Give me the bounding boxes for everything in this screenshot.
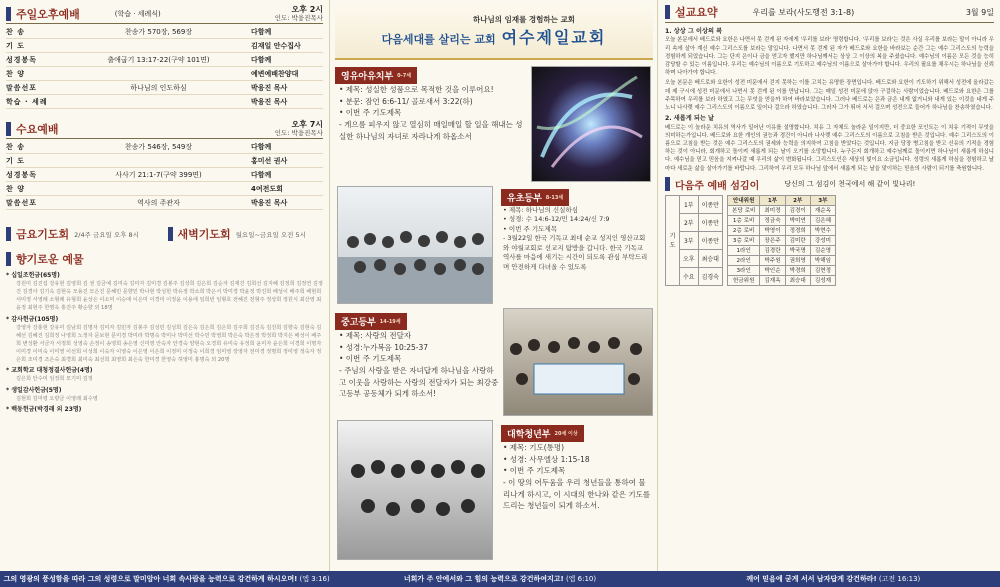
- offering-category: * 십일조헌금(65명): [6, 272, 60, 279]
- order-item-content: 사사기 21:1-7(구약 399면): [115, 170, 202, 179]
- usher-cell: 3라인: [727, 265, 759, 275]
- order-item-content: 찬송가 546장, 549장: [124, 142, 193, 151]
- prayer-roster-table: [665, 195, 723, 286]
- usher-cell: 김미란: [785, 235, 810, 245]
- infant-photo: [531, 66, 651, 182]
- order-item-label: 성경봉독: [6, 55, 38, 64]
- usher-cell: 김은혜: [810, 215, 835, 225]
- order-row: [6, 168, 323, 182]
- church-name: 여수제일교회: [501, 28, 607, 47]
- verse-ref: (엡 3:16): [299, 575, 330, 583]
- college-dept-title-tag: [501, 425, 584, 442]
- dept-list-item: • 성경: 수 14:6-12/민 14:24/신 7:9: [503, 215, 610, 224]
- dept-list-item: - 게으름 피우지 않고 열심히 매일매일 할 일을 해내는 성실한 하나님의 자녀로 자라나게 하옵소서: [339, 119, 523, 141]
- usher-cell: 김재옥: [760, 275, 785, 285]
- offering-list: [6, 271, 323, 414]
- order-item-person: 박융진 목사: [251, 198, 288, 207]
- dawn-prayer-title: 새벽기도회: [177, 228, 231, 241]
- youth-dept-age: 14-19세: [379, 319, 401, 325]
- order-item-person: 다함께: [251, 55, 272, 64]
- infant-dept-age: 0-7세: [397, 73, 412, 79]
- usher-row: [727, 255, 835, 265]
- offering-category: * 생일감사헌금(5명): [6, 386, 62, 394]
- usher-cell: 박영이: [760, 225, 785, 235]
- dept-list-item: - 주님의 사랑을 받은 자녀답게 하나님을 사랑하고 이웃을 사랑하는 사랑의 전달자가 되는 최강중고등부 공동체가 되게 하소서!: [339, 365, 499, 399]
- usher-cell: 김성재: [810, 275, 835, 285]
- usher-cell: 2층 로비: [727, 225, 759, 235]
- prayer-day: 2부: [680, 213, 699, 231]
- prayer-day: 3부: [680, 231, 699, 249]
- usher-row: [727, 275, 835, 285]
- dawn-prayer: [168, 226, 324, 242]
- elementary-dept-title-tag: [501, 189, 569, 206]
- offering-names: 김은희 안수미 임정희 모기미 김정: [16, 376, 93, 383]
- usher-cell: 헌금위원: [727, 275, 759, 285]
- usher-col-header: 2부: [785, 195, 810, 205]
- usher-cell: 강성미: [810, 235, 835, 245]
- usher-cell: 박경희: [785, 265, 810, 275]
- section-bar-icon: [168, 227, 173, 241]
- prayer-day: 수요: [680, 267, 699, 285]
- roster-header: [665, 177, 994, 192]
- usher-cell: 박국명: [785, 245, 810, 255]
- verse-ref: (고전 16:13): [878, 575, 921, 583]
- usher-cell: 김경이: [785, 205, 810, 215]
- verse-text: 너희가 주 안에서와 그 힘의 능력으로 강건하여지고!: [403, 575, 564, 583]
- order-item-label: 기 도: [6, 156, 25, 165]
- order-item-label: 찬 송: [6, 142, 25, 151]
- order-item-content: 출애굽기 13:17-22(구약 101면): [107, 55, 210, 64]
- usher-cell: 본당 로비: [727, 205, 759, 215]
- banner-slogan: 다음세대를 살리는 교회: [381, 33, 496, 46]
- order-row: [6, 95, 323, 109]
- dept-list-item: - 3월22일 한국 기독교 최대 순교 성지인 영산교회와 야월교회로 선교지 탐방을 갑니다. 한국 기독교 역사를 마음에 새기는 시간이 되도록 관심 부탁드리며 안전하게 다녀올 수 있도록: [503, 234, 648, 271]
- dept-list-item: • 이번 주 기도제목: [503, 224, 557, 233]
- usher-cell: 박주원: [760, 255, 785, 265]
- order-row: [6, 53, 323, 67]
- usher-cell: 1라인: [727, 245, 759, 255]
- roster-tables: [665, 195, 994, 286]
- church-banner: [335, 4, 653, 60]
- elementary-photo: [337, 186, 493, 304]
- prayer-side-label: 기도: [666, 195, 680, 285]
- usher-cell: 김현정: [810, 265, 835, 275]
- right-column: [659, 0, 1000, 571]
- order-row: [6, 25, 323, 39]
- order-item-label: 학습 · 세례: [6, 97, 48, 106]
- section-bar-icon: [6, 7, 11, 21]
- order-item-person: 박융진 목사: [251, 83, 288, 92]
- usher-row: [727, 215, 835, 225]
- offering-names: 강원미 김진섭 강유현 김영희 김 권 김금예 김미숙 김미자 김미경 김봉주 김성희 김은희 김순자 김재진 김희선 김지혜 김정희 김정연 김정진 김경아 김기옥 김현옥 모용진 모은진 문혜민 문향민 박나현 박성헌 박유정 박소희 박은서 박미경 박윤정 박진희 배성이 배주희 배현희 서미정 서영례 소형례 유형희 윤상은 이소미 이승애 이은미 이경미 이정윤 이용애 임희빈 임형호 전혜진 전형주 정상희 정원식 최산영 최윤정 최현주 한명옥 홍진주 황순향 외 18명: [16, 281, 323, 312]
- prayer-person: 이종만: [698, 231, 722, 249]
- roster-title: 다음주 예배 섬김이: [675, 180, 760, 192]
- sermon-body: [665, 27, 994, 173]
- usher-cell: 정경희: [785, 225, 810, 235]
- sunday-time: 오후 2시: [291, 5, 323, 15]
- sermon-reference: 우리를 보라(사도행전 3:1-8): [752, 7, 855, 17]
- dept-list-item: • 제목: 하나님의 신실하심: [503, 206, 579, 214]
- order-item-person: 다함께: [251, 27, 272, 36]
- order-item-person: 박융진 목사: [251, 97, 288, 106]
- college-photo: [337, 420, 493, 560]
- usher-row: [727, 245, 835, 255]
- verse-text: 깨어 믿음에 굳게 서서 남자답게 강건하라!: [746, 575, 877, 583]
- left-column: [0, 0, 330, 571]
- prayer-day: 오후: [680, 249, 699, 267]
- usher-cell: 장은주: [760, 235, 785, 245]
- youth-dept-list: [339, 330, 499, 400]
- usher-cell: 최미정: [760, 205, 785, 215]
- sunday-order-list: [6, 25, 323, 109]
- wednesday-service-header: [6, 121, 323, 139]
- order-item-label: 찬 양: [6, 184, 25, 193]
- sermon-paragraph: 오늘 본문은 베드로와 요한이 성전 미문에서 걷지 못하는 이를 고치는 유명한 장면입니다. 베드로와 요한이 기도하기 위해서 성전에 올라갔는데 제 구시에 성전 미문에서 나면서 못 걷게 된 이를 만납니다. 그는 매일 성전 미문에 앉아 구걸하는 사람이었습니다. 베드로와 요한은 그를 주목하여 우리를 보라 하였고 그는 무엇을 얻을까 하여 바라보았습니다. 그러나 베드로는 은과 금은 내게 없거니와 내게 있는 이것을 네게 주노니 나사렛 예수 그리스도의 이름으로 일어나 걸으라 하였습니다. 그러자 그가 뛰어 서서 걸으며 성전으로 들어가 하나님을 찬송하였습니다.: [665, 80, 994, 112]
- dept-list-item: • 이번 주 기도제목: [503, 466, 566, 476]
- wednesday-order-list: [6, 140, 323, 210]
- order-item-content: 역사의 주관자: [137, 198, 180, 207]
- college-dept-list: [503, 442, 651, 512]
- order-row: [6, 140, 323, 154]
- order-row: [6, 39, 323, 53]
- infant-dept-title-tag: [335, 67, 417, 84]
- dept-list-item: • 성경: 사무엘상 1:15-18: [503, 454, 590, 464]
- section-bar-icon: [6, 227, 11, 241]
- usher-cell: 2라인: [727, 255, 759, 265]
- youth-dept-title: 중고등부: [341, 318, 376, 328]
- light-art-image: [532, 67, 650, 181]
- wednesday-leader: 인도: 박융진목사: [274, 128, 323, 137]
- elementary-dept-age: 8-13세: [545, 195, 564, 201]
- footer-verse-1: [0, 574, 333, 584]
- footer-verse-2: [333, 574, 666, 584]
- usher-row: [727, 205, 835, 215]
- usher-cell: 김순영: [810, 245, 835, 255]
- order-item-label: 찬 양: [6, 69, 25, 78]
- usher-header-row: [727, 195, 835, 205]
- order-item-label: 말씀선포: [6, 83, 38, 92]
- infant-dept-list: [339, 84, 527, 142]
- sermon-heading: 2. 새롭게 되는 날: [665, 115, 714, 123]
- verse-ref: (엡 6:10): [565, 575, 597, 583]
- section-bar-icon: [6, 252, 11, 266]
- order-item-content: 하나님의 인도하심: [130, 83, 187, 92]
- middle-column: [331, 0, 658, 571]
- order-item-person: 다함께: [251, 170, 272, 179]
- elementary-dept-list: [503, 206, 651, 272]
- sermon-date: 3월 9일: [965, 7, 994, 17]
- order-item-label: 성경봉독: [6, 170, 38, 179]
- order-item-person: 예변예배찬양대: [251, 69, 299, 78]
- dept-list-item: • 이번 주 기도제목: [339, 354, 402, 364]
- dept-list-item: • 제목: 사랑의 전달자: [339, 331, 412, 340]
- banner-tagline: 하나님의 임재를 경험하는 교회: [472, 15, 576, 24]
- usher-cell: 3층 로비: [727, 235, 759, 245]
- sermon-title: 설교요약: [675, 6, 718, 19]
- sermon-paragraph: 베드로는 이 놀라운 치유의 역사가 일어난 이유를 설명합니다. 치유 그 자체도 놀라운 일이지만, 더 중요한 포인트는 이 치유 기적이 무엇을 의미하는가입니다. 베드로와 요한 개인의 권능과 경건이 아니라 나사렛 예수 그리스도의 이름으로 고침을 받은 것입니다. 예수 그리스도의 이름으로 고침을 받는 것은 예수 그리스도의 권세와 능력을 의지하여 고침을 받았다는 것입니다. 지금 당장 병고침을 받고 신유의 기적을 경험하는 것이 아니라, 회개하고 돌이켜 새롭게 되는 날이 오기를 소망합니다. 누구든지 회개하고 예수님께로 돌이키면 하나님이 새롭게 하십니다. 예수님을 믿고 믿음을 지켜나갈 때 우리의 삶이 변화됩니다. 그리스도인은 세상의 빛이요 소금입니다. 성령의 새롭게 하심을 경험하고 날마다 새로운 삶을 살아가기를 바랍니다. 그리하여 우리 모두 하나님 앞에서 새롭게 되는 날을 맞이하는 믿음의 사람이 되기를 축원합니다.: [665, 124, 994, 172]
- offering-title: 향기로운 예물: [16, 253, 84, 266]
- dept-list-item: - 이 땅의 어두움을 우리 청년들을 통하여 물리나게 하시고, 이 시대의 한나와 같은 기도를 드리는 청년들이 되게 하소서.: [503, 477, 651, 511]
- elementary-dept-title: 유초등부: [507, 194, 542, 204]
- usher-cell: 재순옥: [810, 205, 835, 215]
- prayer-person: 최승대: [698, 249, 722, 267]
- college-dept: [501, 422, 653, 442]
- dept-list-item: • 이번 주 기도제목: [339, 108, 402, 118]
- order-item-person: 4여전도회: [251, 184, 283, 193]
- sunday-service-header: [6, 6, 323, 24]
- usher-col-header: 3부: [810, 195, 835, 205]
- youth-group-image: [504, 309, 652, 415]
- dept-list-item: • 제목: 성실한 성품으로 목적한 것을 이루어요!: [339, 85, 494, 94]
- college-dept-age: 20세 이상: [554, 431, 578, 437]
- offering-names: 강영자 강홍현 강유미 김남희 김명자 김미자 김민자 김봉주 김성민 김성희 김은옥 김은희 김은희 김주희 김진옥 김진희 김향숙 김현숙 김혜선 김혜진 김희정 나영희 노정자 문보현 문미경 박미라 박명숙 박미나 박미선 박수민 박영희 박은숙 박은정 박정희 박지은 배성이 배주희 변성환 서금자 서정희 성영숙 손정이 송영희 송은영 신미영 안숙자 안경숙 양현숙 오경희 유미숙 유정희 윤미자 윤은희 이경희 이명자 이미경 이미숙 이미영 이선희 이성희 이숙자 이영숙 이은영 이은희 이정미 이정숙 이희경 임미영 장영자 전미경 정명희 정미영 정숙자 정은희 조미경 조은숙 최경희 최미숙 최선희 최영희 최은숙 한미경 한영숙 허영미 홍명숙 외 20명: [16, 324, 322, 364]
- roster-note: 당신의 그 섬김이 천국에서 해 같이 빛나리!: [784, 180, 916, 189]
- sunday-service-title: 주일오후예배: [16, 8, 80, 21]
- usher-roster-table: [727, 195, 836, 286]
- usher-cell: 1층 로비: [727, 215, 759, 225]
- usher-cell: 박현수: [810, 225, 835, 235]
- youth-dept-title-tag: [335, 313, 407, 330]
- usher-row: [727, 265, 835, 275]
- prayer-day: 1부: [680, 195, 699, 213]
- prayer-person: 이종만: [698, 195, 722, 213]
- sermon-heading: 1. 상상 그 이상의 복: [665, 28, 723, 35]
- order-item-person: 김재일 안수집사: [251, 41, 301, 50]
- verse-text: 그의 영광의 풍성함을 따라 그의 성령으로 말미암아 너희 속사람을 능력으로 강건하게 하시오며!: [3, 575, 298, 583]
- college-dept-title: 대학청년부: [507, 430, 551, 440]
- usher-col-header: 안내위원: [727, 195, 759, 205]
- dept-list-item: • 제목: 기도(통명): [503, 443, 565, 452]
- prayer-person: 이종만: [698, 213, 722, 231]
- college-group-image: [338, 421, 492, 559]
- offering-category: * 감사헌금(105명): [6, 315, 59, 323]
- prayer-person: 김경숙: [698, 267, 722, 285]
- friday-prayer-title: 금요기도회: [16, 228, 70, 241]
- dept-list-item: • 분문: 잠언 6:6-11/ 골로새서 3:22(하): [339, 96, 473, 106]
- usher-cell: 권희영: [785, 255, 810, 265]
- usher-cell: 최승대: [785, 275, 810, 285]
- section-bar-icon: [665, 5, 670, 19]
- usher-row: [727, 225, 835, 235]
- order-row: [6, 154, 323, 168]
- offering-header: [6, 251, 323, 267]
- wednesday-service-title: 수요예배: [16, 123, 59, 136]
- footer-verses: [0, 571, 1000, 587]
- offering-category: * 백동헌금(박경래 외 23명): [6, 405, 82, 413]
- order-item-label: 말씀선포: [6, 198, 38, 207]
- section-bar-icon: [6, 122, 11, 136]
- usher-cell: 박해임: [810, 255, 835, 265]
- wednesday-time: 오후 7시: [291, 120, 323, 130]
- elementary-dept: [501, 186, 653, 206]
- order-item-person: 다함께: [251, 142, 272, 151]
- section-bar-icon: [665, 177, 670, 191]
- order-row: [6, 182, 323, 196]
- offering-names: 김현희 김미령 오량금 이영래 최수영: [16, 395, 98, 402]
- infant-dept-title: 영유아유치부: [341, 72, 394, 82]
- usher-col-header: 1부: [760, 195, 785, 205]
- dept-list-item: • 성경:누가복음 10:25-37: [339, 342, 429, 352]
- usher-cell: 김경란: [760, 245, 785, 255]
- sermon-header: [665, 4, 994, 23]
- footer-verse-3: [667, 574, 1000, 584]
- dawn-prayer-time: 월요일~금요일 오전 5시: [235, 230, 306, 239]
- usher-cell: 박인순: [760, 265, 785, 275]
- order-item-label: 찬 송: [6, 27, 25, 36]
- order-row: [6, 196, 323, 210]
- offering-category: * 교회학교 대청정결사헌금(4명): [6, 367, 93, 375]
- order-item-person: 홍미선 권사: [251, 156, 288, 165]
- friday-prayer: [6, 226, 162, 242]
- prayer-row: [666, 195, 723, 213]
- group-photo-image: [338, 187, 492, 303]
- order-row: [6, 67, 323, 81]
- youth-photo: [503, 308, 653, 416]
- order-item-content: 찬송가 570장, 569장: [124, 27, 193, 36]
- sunday-service-subtitle: (학습 · 세례식): [114, 10, 161, 18]
- sermon-paragraph: 오늘 본문에서 베드로와 요한은 나면서 못 걷게 된 자에게 '우리를 보라' 명령합니다. '우리를 보라'는 것은 사실 우리를 보라는 말이 아니라 우리 속에 살아 계신 예수 그리스도를 보라는 말입니다. 나면서 못 걷게 된 자가 베드로와 요한을 바라보는 순간 그는 예수 그리스도의 능력을 경험하게 되었습니다. 그는 단지 은이나 금을 얻고자 했지만 하나님께서는 상상 그 이상의 복을 주셨습니다. 예수님의 이름은 모든 것을 능히 감당할 수 있는 이름입니다. 우리는 예수님의 이름으로 기도하고 예수님의 이름으로 살아가야 합니다. 우리의 필요를 채우시는 하나님을 신뢰하며 나아가야 합니다.: [665, 37, 994, 77]
- sunday-leader: 인도: 박융진목사: [274, 13, 323, 22]
- usher-cell: 박미연: [785, 215, 810, 225]
- usher-row: [727, 235, 835, 245]
- order-item-label: 기 도: [6, 41, 25, 50]
- order-row: [6, 81, 323, 95]
- usher-cell: 정금숙: [760, 215, 785, 225]
- friday-prayer-time: 2/4주 금요일 오후 8시: [74, 230, 139, 239]
